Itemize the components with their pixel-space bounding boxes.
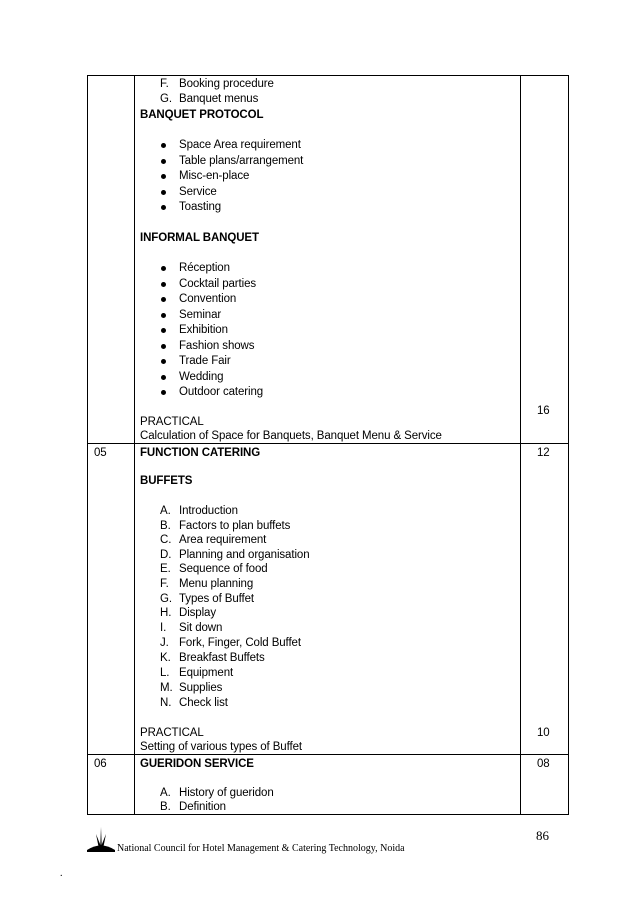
list-item: Supplies [179,682,223,694]
list-marker: G. [160,93,172,105]
table-top-border [87,75,569,76]
bullet-icon [161,159,166,164]
list-marker: G. [160,593,172,605]
list-item: Equipment [179,667,234,679]
list-item: Breakfast Buffets [179,652,265,664]
list-item: Sequence of food [179,563,268,575]
hours-cell: 10 [537,727,550,739]
list-item: Trade Fair [179,355,231,367]
hours-cell: 08 [537,758,550,770]
list-marker: D. [160,549,172,561]
list-item: Factors to plan buffets [179,520,291,532]
list-item: Introduction [179,505,238,517]
bullet-icon [161,266,166,271]
list-item: Outdoor catering [179,386,264,398]
list-item: Space Area requirement [179,139,301,151]
list-marker: J. [160,637,169,649]
list-item: Convention [179,293,237,305]
practical-label: PRACTICAL [140,727,204,739]
bullet-icon [161,344,166,349]
section-heading: BANQUET PROTOCOL [140,109,264,121]
list-item: Seminar [179,309,222,321]
practical-text: Setting of various types of Buffet [140,741,302,753]
list-item: Exhibition [179,324,228,336]
table-column-divider-2 [520,75,521,815]
list-marker: F. [160,578,169,590]
hours-cell: 12 [537,447,550,459]
list-item: Table plans/arrangement [179,155,304,167]
practical-label: PRACTICAL [140,416,204,428]
footer-institution: National Council for Hotel Management & Catering Technology, Noida [117,843,405,854]
page-number: 86 [536,828,549,843]
list-marker: N. [160,697,172,709]
bullet-icon [161,313,166,318]
table-left-border [87,75,88,815]
list-marker: H. [160,607,172,619]
row-number: 06 [94,758,107,770]
list-item: Types of Buffet [179,593,255,605]
list-marker: B. [160,801,171,813]
list-marker: A. [160,505,171,517]
list-item: Service [179,186,217,198]
bullet-icon [161,143,166,148]
bullet-icon [161,328,166,333]
list-item: Check list [179,697,228,709]
bullet-icon [161,174,166,179]
list-marker: I. [160,622,167,634]
institution-logo-icon [86,826,116,856]
section-heading: INFORMAL BANQUET [140,232,259,244]
row-number: 05 [94,447,107,459]
table-row-divider-06 [87,754,569,755]
list-marker: L. [160,667,170,679]
list-marker: B. [160,520,171,532]
list-marker: K. [160,652,171,664]
list-item: Area requirement [179,534,267,546]
table-right-border [568,75,569,815]
list-marker: F. [160,78,169,90]
table-bottom-border [87,814,569,815]
list-item: Toasting [179,201,222,213]
bullet-icon [161,205,166,210]
list-item: Fork, Finger, Cold Buffet [179,637,301,649]
list-item: Cocktail parties [179,278,257,290]
list-marker: E. [160,563,171,575]
list-item: Definition [179,801,226,813]
bullet-icon [161,282,166,287]
list-item: Planning and organisation [179,549,310,561]
list-marker: C. [160,534,172,546]
section-heading: FUNCTION CATERING [140,447,261,459]
list-item: Fashion shows [179,340,255,352]
bullet-icon [161,359,166,364]
practical-text: Calculation of Space for Banquets, Banquet Menu & Service [140,430,442,442]
footer-mark: . [60,868,63,879]
bullet-icon [161,390,166,395]
bullet-icon [161,375,166,380]
hours-cell: 16 [537,405,550,417]
list-item: Booking procedure [179,78,274,90]
list-marker: A. [160,787,171,799]
subsection-heading: BUFFETS [140,475,193,487]
table-column-divider-1 [134,75,135,815]
bullet-icon [161,190,166,195]
list-item: Display [179,607,217,619]
list-item: Misc-en-place [179,170,250,182]
list-item: Réception [179,262,230,274]
list-item: Banquet menus [179,93,259,105]
list-item: Wedding [179,371,224,383]
list-item: History of gueridon [179,787,274,799]
list-marker: M. [160,682,173,694]
table-row-divider-05 [87,443,569,444]
section-heading: GUERIDON SERVICE [140,758,254,770]
bullet-icon [161,297,166,302]
list-item: Menu planning [179,578,254,590]
list-item: Sit down [179,622,223,634]
